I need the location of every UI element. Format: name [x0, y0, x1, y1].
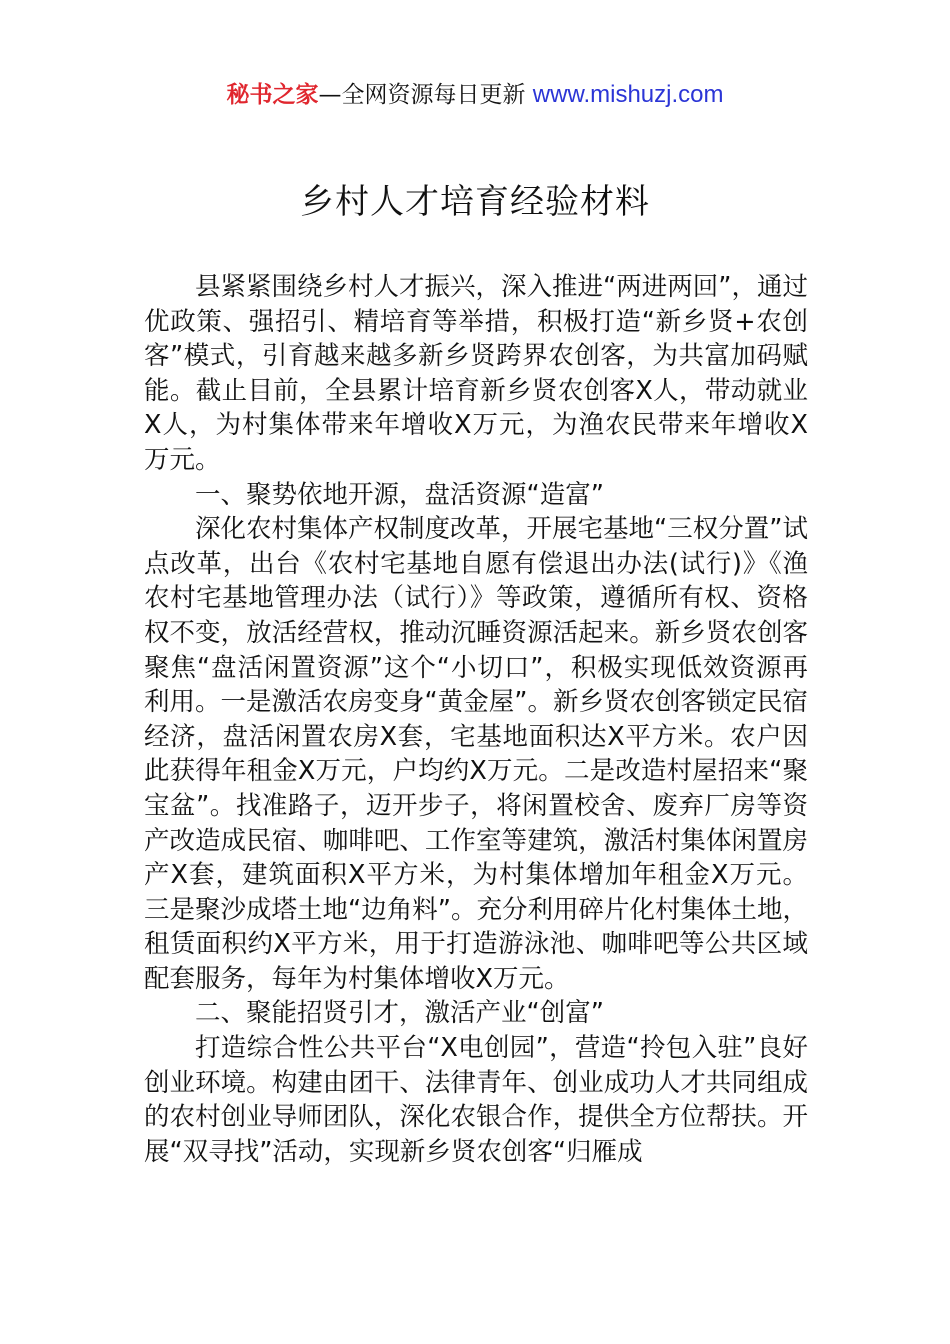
site-header — [0, 78, 950, 112]
section-paragraph-2: 打造综合性公共平台“X电创园”，营造“拎包入驻”良好创业环境。构建由团干、法律青年、创业成功人才共同组成的农村创业导师团队，深化农银合作，提供全方位帮扶。开展“双寻找”活动，实现新乡贤农创客“归雁成 — [144, 1033, 808, 1167]
site-tagline: —全网资源每日更新 — [318, 82, 533, 108]
document-title: 乡村人才培育经验材料 — [300, 182, 650, 222]
section-heading-2: 二、聚能招贤引才，激活产业“创富” — [195, 998, 604, 1029]
intro-paragraph: 县紧紧围绕乡村人才振兴，深入推进“两进两回”，通过优政策、强招引、精培育等举措，积极打造“新乡贤+农创客”模式，引育越来越多新乡贤跨界农创客，为共富加码赋能。截止目前，全县累计培育新乡贤农创客X人，带动就业X人，为村集体带来年增收X万元，为渔农民带来年增收X万元。 — [144, 272, 808, 475]
site-url[interactable]: www.mishuzj.com — [532, 81, 724, 108]
document-body — [144, 270, 808, 1169]
section-paragraph-1: 深化农村集体产权制度改革，开展宅基地“三权分置”试点改革，出台《农村宅基地自愿有偿退出办法(试行)》《渔农村宅基地管理办法（试行）》等政策，遵循所有权、资格权不变，放活经营权，推动沉睡资源活起来。新乡贤农创客聚焦“盘活闲置资源”这个“小切口”，积极实现低效资源再利用。一是激活农房变身“黄金屋”。新乡贤农创客锁定民宿经济，盘活闲置农房X套，宅基地面积达X平方米。农户因此获得年租金X万元，户均约X万元。二是改造村屋招来“聚宝盆”。找准路子，迈开步子，将闲置校舍、废弃厂房等资产改造成民宿、咖啡吧、工作室等建筑，激活村集体闲置房产X套，建筑面积X平方米，为村集体增加年租金X万元。三是聚沙成塔土地“边角料”。充分利用碎片化村集体土地，租赁面积约X平方米，用于打造游泳池、咖啡吧等公共区域配套服务，每年为村集体增收X万元。 — [144, 514, 808, 994]
section-heading-1: 一、聚势依地开源，盘活资源“造富” — [195, 479, 604, 510]
site-name: 秘书之家 — [226, 82, 319, 108]
